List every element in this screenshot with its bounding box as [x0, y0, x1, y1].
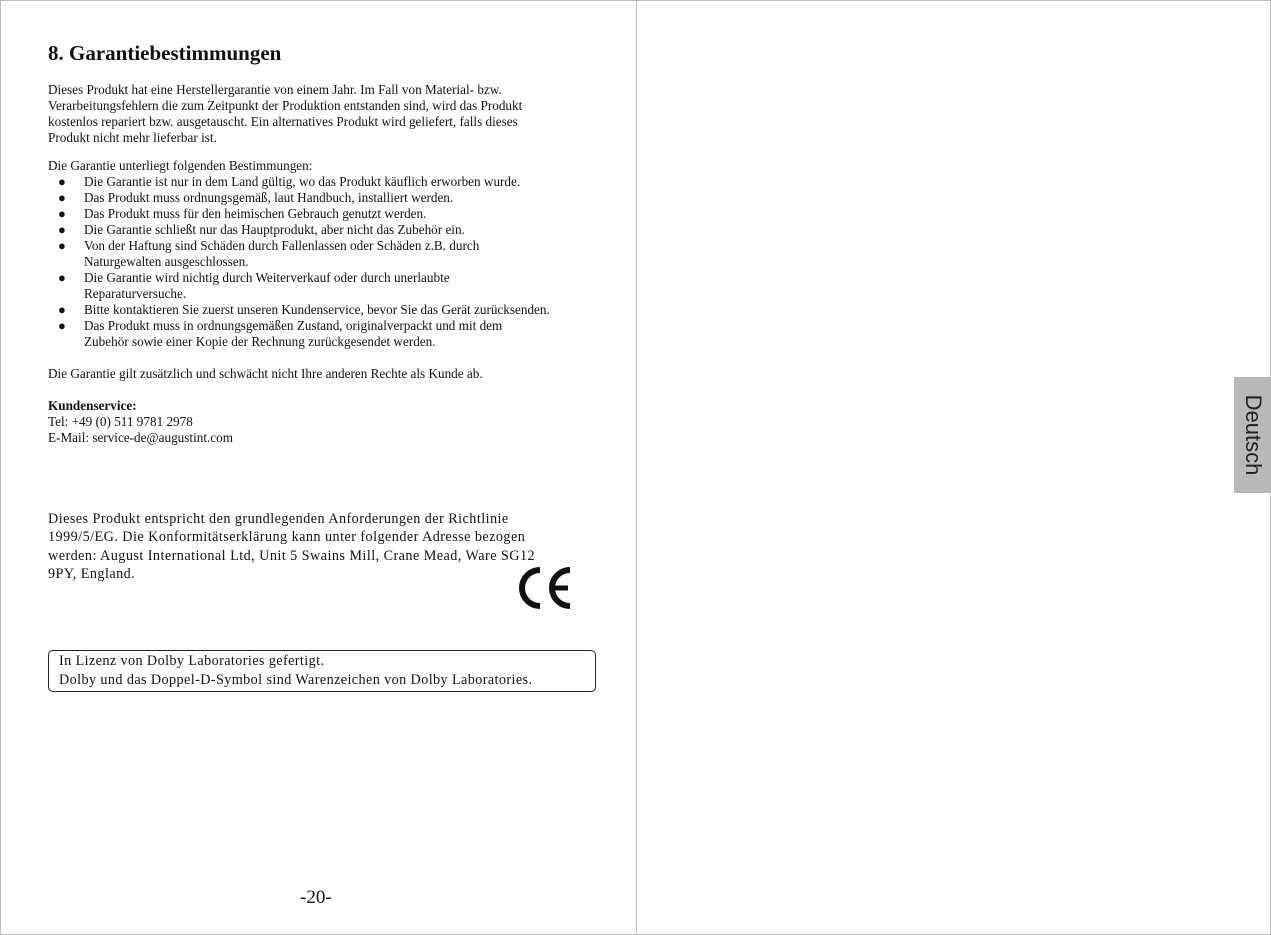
page-divider: [636, 0, 637, 935]
customer-service: [48, 398, 448, 446]
intro-line: Produkt nicht mehr lieferbar ist.: [48, 130, 217, 145]
dolby-license-box: [48, 650, 596, 692]
rights-note: Die Garantie gilt zusätzlich und schwächt nicht Ihre anderen Rechte als Kunde ab.: [48, 366, 483, 381]
service-email: E-Mail: service-de@augustint.com: [48, 430, 233, 445]
intro-line: kostenlos repariert bzw. ausgetauscht. Ein alternatives Produkt wird geliefert, falls dieses: [48, 114, 518, 129]
intro-line: Verarbeitungsfehlern die zum Zeitpunkt der Produktion entstanden sind, wird das Produkt: [48, 98, 523, 113]
intro-line: Dieses Produkt hat eine Herstellergarantie von einem Jahr. Im Fall von Material- bzw.: [48, 82, 502, 97]
list-item: ● Das Produkt muss in ordnungsgemäßen Zustand, originalverpackt und mit dem Zubehör sowie einer Kopie der Rechnung zurückgesendet werden.: [58, 318, 503, 349]
warranty-rules: [48, 158, 608, 350]
list-item: ● Die Garantie schließt nur das Hauptprodukt, aber nicht das Zubehör ein.: [58, 222, 465, 237]
list-item: ● Von der Haftung sind Schäden durch Fallenlassen oder Schäden z.B. durch Naturgewalten ausgeschlossen.: [58, 238, 480, 269]
bullet-icon: ●: [58, 206, 66, 221]
conformity-statement: Dieses Produkt entspricht den grundlegenden Anforderungen der Richtlinie 1999/5/EG. Die Konformitätserklärung kann unter folgender Adresse bezogen werden: August International Ltd, Unit 5 Swains Mill, Crane Mead, Ware SG12 9PY, England.: [48, 511, 536, 583]
service-title: Kundenservice:: [48, 398, 137, 413]
list-item: ● Das Produkt muss ordnungsgemäß, laut Handbuch, installiert werden.: [58, 190, 454, 205]
dolby-line: In Lizenz von Dolby Laboratories gefertigt.: [59, 653, 325, 669]
list-item: ● Die Garantie wird nichtig durch Weiterverkauf oder durch unerlaubte Reparaturversuche.: [58, 270, 450, 301]
bullet-icon: ●: [58, 222, 66, 237]
bullet-icon: ●: [58, 270, 66, 285]
service-phone: Tel: +49 (0) 511 9781 2978: [48, 414, 193, 429]
language-tab-label: Deutsch: [1240, 394, 1266, 476]
ce-mark-icon: [518, 566, 574, 610]
bullet-icon: ●: [58, 318, 66, 333]
left-page: [48, 40, 608, 688]
bullet-icon: ●: [58, 174, 66, 189]
section-heading: 8. Garantiebestimmungen: [48, 41, 282, 65]
rules-list: [48, 174, 608, 350]
rules-intro: Die Garantie unterliegt folgenden Bestimmungen:: [48, 158, 313, 173]
language-tab: [1234, 377, 1271, 493]
list-item: ● Das Produkt muss für den heimischen Gebrauch genutzt werden.: [58, 206, 427, 221]
dolby-line: Dolby und das Doppel-D-Symbol sind Warenzeichen von Dolby Laboratories.: [59, 671, 533, 688]
list-item: ● Die Garantie ist nur in dem Land gültig, wo das Produkt käuflich erworben wurde.: [58, 174, 521, 189]
bullet-icon: ●: [58, 238, 66, 253]
bullet-icon: ●: [58, 190, 66, 205]
warranty-intro: [48, 82, 588, 146]
bullet-icon: ●: [58, 302, 66, 317]
list-item: ● Bitte kontaktieren Sie zuerst unseren Kundenservice, bevor Sie das Gerät zurücksenden.: [58, 302, 550, 317]
page-number: -20-: [300, 887, 332, 908]
